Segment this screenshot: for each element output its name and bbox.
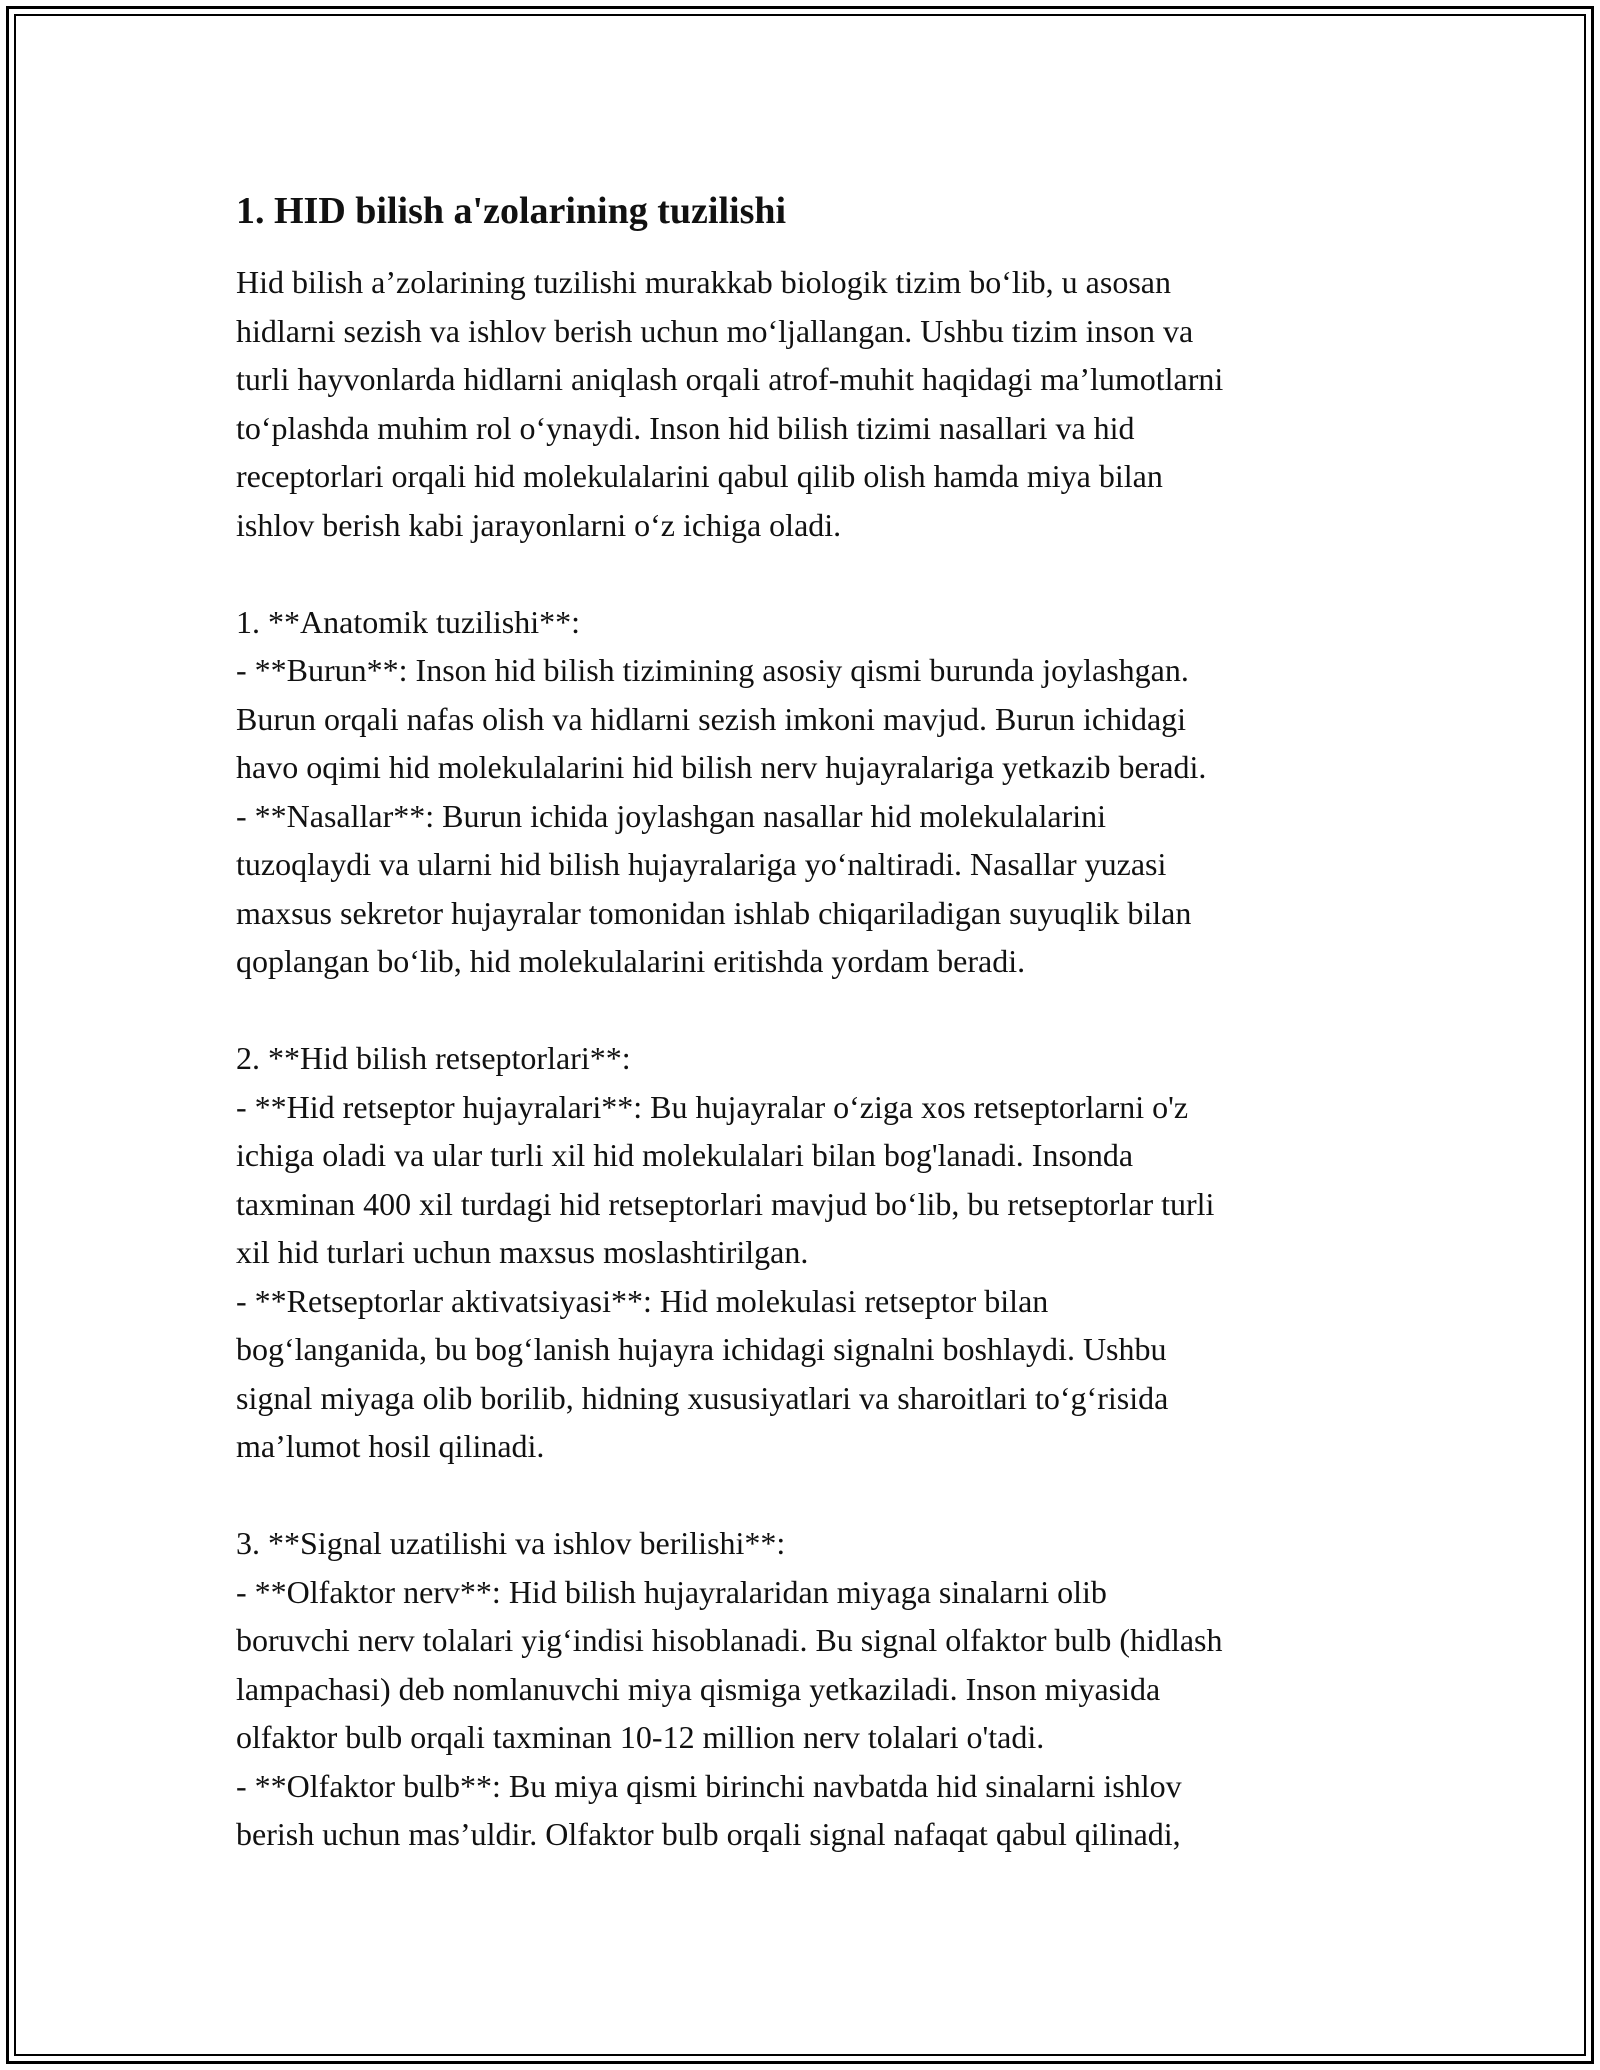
document-heading: 1. HID bilish a'zolarining tuzilishi	[236, 190, 787, 232]
section-anatomik-tuzilishi: 1. **Anatomik tuzilishi**: - **Burun**: Inson hid bilish tizimining asosiy qismi burunda joylashgan. Burun orqali nafas olish va hidlarni sezish imkoni mavjud. Burun ichidagi havo oqimi hid molekulalarini hid bilish nerv hujayralariga yetkazib beradi. - **Nasallar**: Burun ichida joylashgan nasallar hid molekulalarini tuzoqlaydi va ularni hid bilish hujayralariga yo‘naltiradi. Nasallar yuzasi maxsus sekretor hujayralar tomonidan ishlab chiqariladigan suyuqlik bilan qoplangan bo‘lib, hid molekulalarini eritishda yordam beradi.	[236, 603, 1207, 979]
paragraph-gap	[236, 1471, 1386, 1520]
paragraph-gap	[236, 549, 1386, 598]
intro-paragraph: Hid bilish a’zolarining tuzilishi murakkab biologik tizim bo‘lib, u asosan hidlarni sezish va ishlov berish uchun mo‘ljallangan. Ushbu tizim inson va turli hayvonlarda hidlarni aniqlash orqali atrof-muhit haqidagi ma’lumotlarni to‘plashda muhim rol o‘ynaydi. Inson hid bilish tizimi nasallari va hid receptorlari orqali hid molekulalarini qabul qilib olish hamda miya bilan ishlov berish kabi jarayonlarni o‘z ichiga oladi.	[236, 264, 1224, 543]
paragraph-gap	[236, 986, 1386, 1035]
document-body	[236, 186, 1386, 1859]
section-hid-bilish-retseptorlari: 2. **Hid bilish retseptorlari**: - **Hid retseptor hujayralari**: Bu hujayralar o‘ziga xos retseptorlarni o'z ichiga oladi va ular turli xil hid molekulalari bilan bog'lanadi. Insonda taxminan 400 xil turdagi hid retseptorlari mavjud bo‘lib, bu retseptorlar turli xil hid turlari uchun maxsus moslashtirilgan. - **Retseptorlar aktivatsiyasi**: Hid molekulasi retseptor bilan bog‘langanida, bu bog‘lanish hujayra ichidagi signalni boshlaydi. Ushbu signal miyaga olib borilib, hidning xususiyatlari va sharoitlari to‘g‘risida ma’lumot hosil qilinadi.	[236, 1040, 1215, 1464]
section-signal-uzatilishi: 3. **Signal uzatilishi va ishlov berilishi**: - **Olfaktor nerv**: Hid bilish hujayralaridan miyaga sinalarni olib boruvchi nerv tolalari yig‘indisi hisoblanadi. Bu signal olfaktor bulb (hidlash lampachasi) deb nomlanuvchi miya qismiga yetkaziladi. Inson miyasida olfaktor bulb orqali taxminan 10-12 million nerv tolalari o'tadi. - **Olfaktor bulb**: Bu miya qismi birinchi navbatda hid sinalarni ishlov berish uchun mas’uldir. Olfaktor bulb orqali signal nafaqat qabul qilinadi,	[236, 1525, 1223, 1852]
